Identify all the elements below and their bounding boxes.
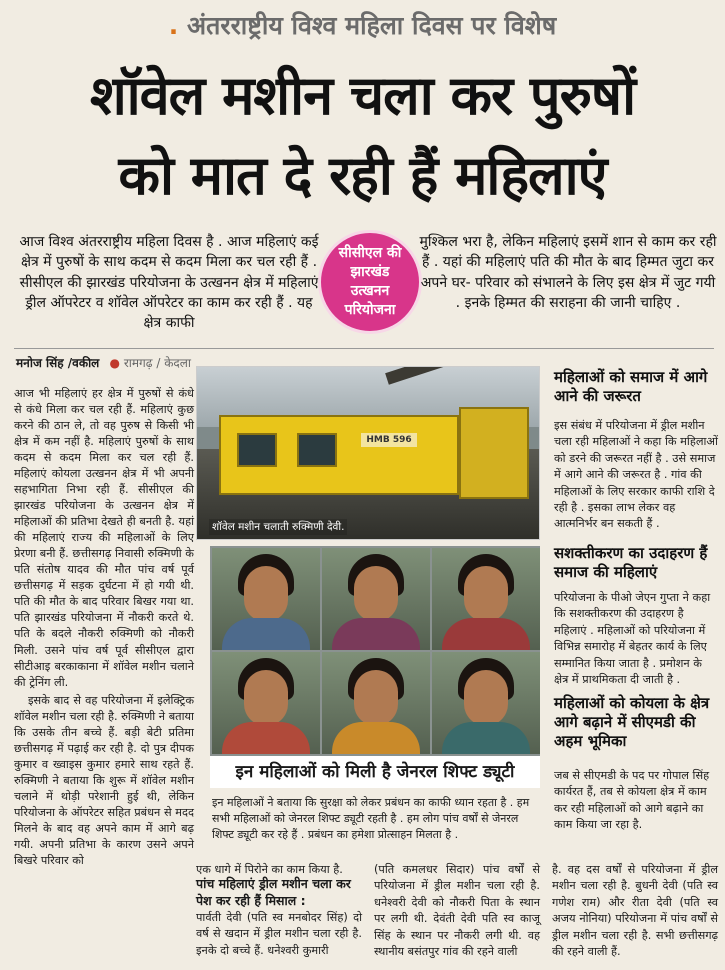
project-badge: सीसीएल की झारखंड उत्खनन परियोजना — [318, 230, 422, 334]
portraits-grid — [210, 546, 540, 756]
intro-left: आज विश्व अंतरराष्ट्रीय महिला दिवस है . आज महिलाएं कई क्षेत्र में पुरुषों के साथ कदम से कदम मिला कर चल रही हैं . सीसीएल की झारखंड परियोजना के उत्खनन क्षेत्र में महिलाएं ड्रील ऑपरेटर व शॉवेल ऑपरेटर का काम कर रही हैं . यह क्षेत्र काफी — [19, 234, 319, 332]
column-1 — [14, 386, 194, 871]
shovel-machine-photo — [196, 366, 540, 540]
sidebar-head-3: महिलाओं को कोयला के क्षेत्र आगे बढ़ाने में सीएमडी की अहम भूमिका — [554, 694, 710, 750]
sidebar-text-3: जब से सीएमडी के पद पर गोपाल सिंह कार्यरत हैं, तब से कोयला क्षेत्र में काम कर रही महिलाओं को आगे बढ़ाने का काम किया जा रहा है. — [554, 769, 710, 832]
machine-window — [237, 433, 277, 467]
bottom-col-2-rest: पार्वती देवी (पति स्व मनबोदर सिंह) दो वर्ष से खदान में ड्रील मशीन चला रही है. इनके दो बच्चे हैं. धनेश्वरी कुमारी — [196, 911, 362, 957]
sidebar-text-2: परियोजना के पीओ जेएन गुप्ता ने कहा कि सशक्तीकरण की उदाहरण है महिलाएं . महिलाओं को परियोजना में विभिन्न समारोह में बेहतर कार्य के लिए सम्मानित किया जाता है . प्रमोशन के क्षेत्र में प्राथमिकता दी जाती है . — [554, 591, 711, 686]
machine-cabin — [459, 407, 529, 499]
kicker-text: अंतरराष्ट्रीय विश्व महिला दिवस पर विशेष — [187, 11, 557, 40]
byline-place-wrap — [110, 356, 192, 370]
headline-line-2: को मात दे रही हैं महिलाएं — [118, 144, 607, 207]
intro-right: मुश्किल भरा है, लेकिन महिलाएं इसमें शान से काम कर रही हैं . यहां की महिलाएं पति की मौत के बाद हिम्मत जुटा कर अपने घर- परिवार को संभालने के लिए इस क्षेत्र में जुट गयी . इनके हिम्मत की सराहना की जानी चाहिए . — [419, 234, 717, 311]
byline — [16, 354, 191, 371]
column-1-para-1: आज भी महिलाएं हर क्षेत्र में पुरुषों से कंधे से कंधे मिला कर चल रही हैं. महिलाएं कुछ करने की ठान ले, तो वह पुरुष से किसी भी क्षेत्र में कम नहीं है. महिलाएं पुरुषों के साथ कदम से कदम मिला कर चल रही हैं. महिलाएं कोयला उत्खनन क्षेत्र में भी अपनी सहभागिता निभा रही हैं. सीसीएल की झारखंड परियोजना के उत्खनन क्षेत्र में महिलाओं की प्रतिभा देखते ही बनती है. यहां की महिलाएं राज्य की महिलाओं के लिए प्रेरणा बनी हैं. छत्तीसगढ़ निवासी रुक्मिणी के पति संतोष यादव की मौत पांच वर्ष पूर्व छत्तीसगढ़ में सड़क दुर्घटना में हो गयी थी. पति की मौत के बाद परिवार बिखर गया था. पति झारखंड परियोजना में नौकरी करते थे. पति के बदले नौकरी रुक्मिणी को नौकरी मिली. उसने पांच वर्ष पूर्व सीसीएल द्वारा सीटीआइ बरकाकाना में शॉवेल मशीन चलाने की ट्रेनिंग ली. — [14, 387, 194, 689]
portraits-text: इन महिलाओं ने बताया कि सुरक्षा को लेकर प्रबंधन का काफी ध्यान रहता है . हम सभी महिलाओं को जेनरल शिफ्ट ड्यूटी रहती है . हम लोग पांच वर्षों से जेनरल शिफ्ट ड्यूटी कर रहे हैं . प्रबंधन का हमेशा प्रोत्साहन मिलता है . — [212, 796, 530, 841]
sidebar-head-2: सशक्तीकरण का उदाहरण हैं समाज की महिलाएं — [554, 544, 708, 581]
bottom-col-2-top: एक धागे में पिरोने का काम किया है. — [196, 863, 343, 876]
machine-plate: HMB 596 — [361, 433, 417, 447]
byline-author: मनोज सिंह /वकील — [16, 356, 100, 370]
kicker: . अंतरराष्ट्रीय विश्व महिला दिवस पर विशेष — [168, 11, 557, 40]
column-1-para-2: इसके बाद से वह परियोजना में इलेक्ट्रिक शॉवेल मशीन चला रही है. रुक्मिणी ने बताया कि उसके तीन बच्चे हैं. बड़ी बेटी प्रतिमा छत्तीसगढ़ में पढ़ाई कर रही है. दो पुत्र दीपक कुमार व ख्वाइस कुमार हमारे साथ रहते हैं. रुक्मिणी ने बताया कि शुरू में शॉवेल मशीन चलाने में थोड़ी परेशानी हुई थी, लेकिन परियोजना के ऑपरेटर सहित प्रबंधन से मदद मिलने के बाद वह अपने काम में आगे बढ़ गयी. अपनी प्रतिभा के कारण उसने अपने बिखरे परिवार को — [14, 693, 194, 867]
divider — [14, 348, 714, 349]
portrait — [212, 652, 320, 754]
bottom-col-4: है. वह दस वर्षों से परियोजना में ड्रील मशीन चला रही है. बुधनी देवी (पति स्व गणेश राम) और रीता देवी (पति स्व अजय नोनिया) परियोजना में पांच वर्षों से ड्रील मशीन चला रही है. सभी छत्तीसगढ़ की रहने वाली हैं. — [552, 863, 718, 958]
headline-line-1: शॉवेल मशीन चला कर पुरुषों — [89, 64, 636, 127]
byline-place: रामगढ़ / केदला — [123, 356, 192, 370]
portraits-title: इन महिलाओं को मिली है जेनरल शिफ्ट ड्यूटी — [210, 756, 540, 788]
photo-caption: शॉवेल मशीन चलाती रुक्मिणी देवी. — [209, 519, 347, 535]
portrait — [432, 548, 540, 650]
location-pin-icon: ● — [109, 356, 120, 370]
sidebar-text-1: इस संबंध में परियोजना में ड्रील मशीन चला रही महिलाओं ने कहा कि महिलाओं को डरने की जरूरत नहीं है . उसे समाज में आगे आने की जरूरत है . गांव की महिलाओं के लिए सरकार काफी राशि दे रही है . इसका लाभ लेकर वह आत्मनिर्भर बन सकती हैं . — [554, 419, 718, 531]
portrait — [322, 652, 430, 754]
shovel-machine — [219, 415, 459, 495]
portrait — [322, 548, 430, 650]
portrait — [432, 652, 540, 754]
machine-window — [297, 433, 337, 467]
bottom-col-3: (पति कमलधर सिदार) पांच वर्षों से परियोजना में ड्रील मशीन चला रही है. धनेश्वरी देवी को नौकरी पिता के स्थान पर लगी थी. देवंती देवी पति स्व काजू सिंह के स्थान पर नौकरी लगी थी. वह स्थानीय बसंतपुर गांव की रहने वाली — [374, 863, 540, 958]
bottom-subhead: पांच महिलाएं ड्रील मशीन चला कर पेश कर रही हैं मिसाल : — [196, 876, 351, 908]
portrait — [212, 548, 320, 650]
sidebar-head-1: महिलाओं को समाज में आगे आने की जरूरत — [554, 368, 708, 405]
